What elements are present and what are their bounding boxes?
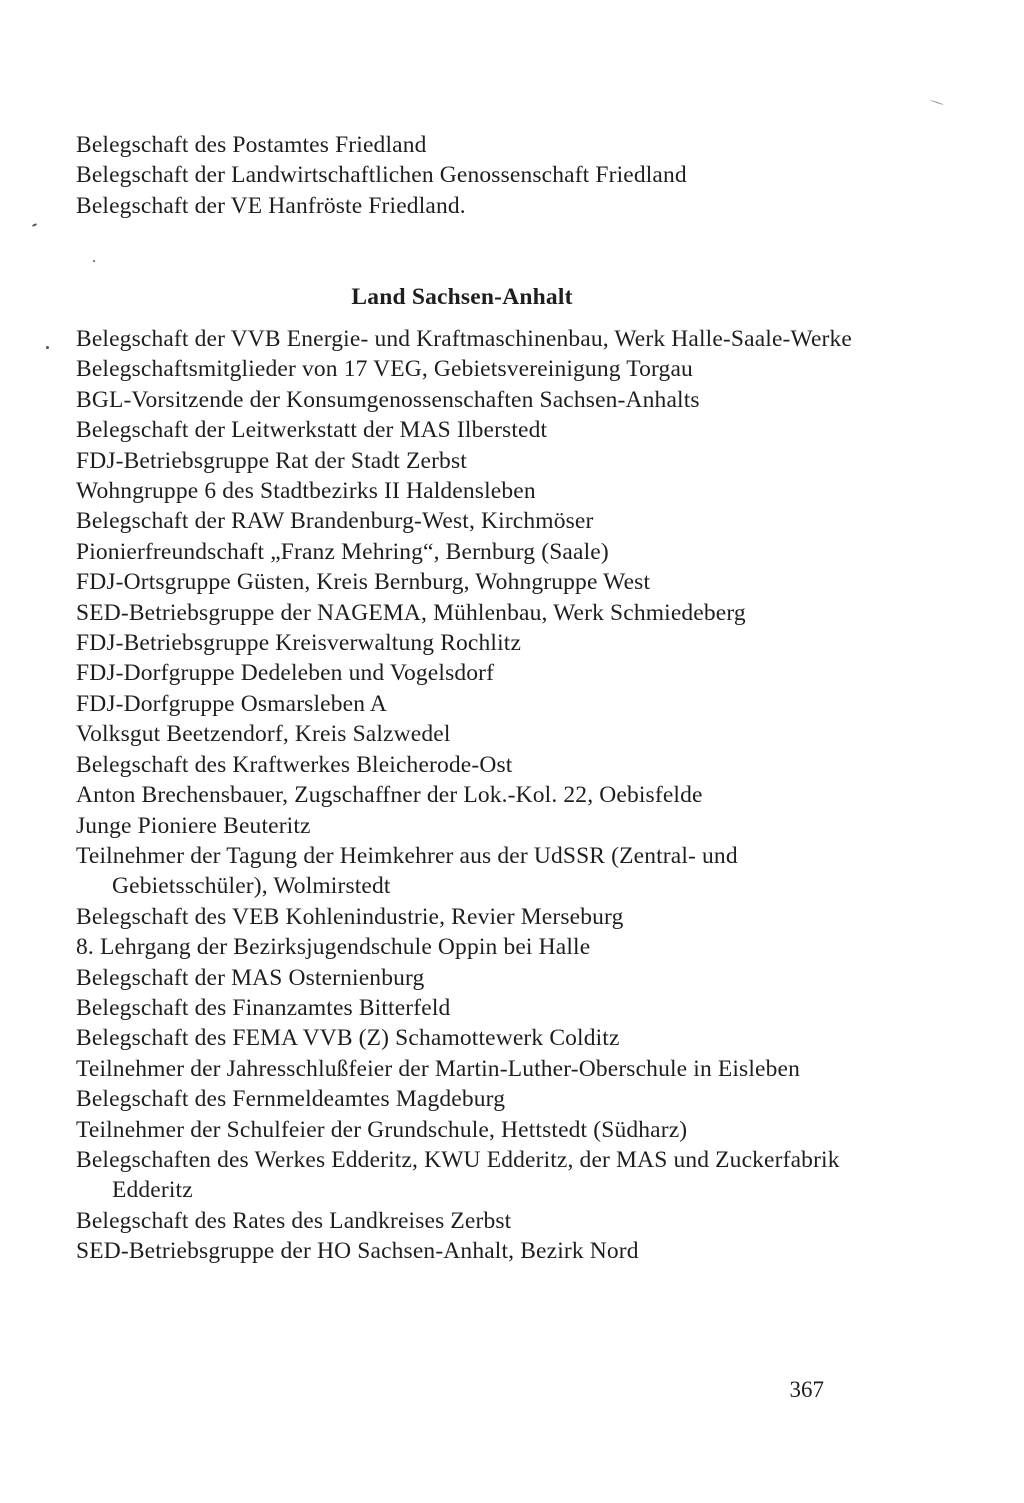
list-item: Anton Brechensbauer, Zugschaffner der Lok.-Kol. 22, Oebisfelde [76,782,703,809]
list-item: Belegschaft der MAS Osternienburg [76,964,425,991]
list-item: Belegschaft der RAW Brandenburg-West, Kirchmöser [76,508,594,535]
list-item: Belegschaft des Kraftwerkes Bleicherode-Ost [76,751,513,778]
scan-speck [93,260,95,262]
list-item: Belegschaft der VE Hanfröste Friedland. [76,192,466,219]
list-item: Junge Pioniere Beuteritz [76,812,311,839]
list-item: Pionierfreundschaft „Franz Mehring“, Bernburg (Saale) [76,538,609,565]
list-item: Belegschaftsmitglieder von 17 VEG, Gebietsvereinigung Torgau [76,356,693,383]
list-item: Belegschaft der Landwirtschaftlichen Genossenschaft Friedland [76,162,687,189]
list-item: Belegschaft des VEB Kohlenindustrie, Revier Merseburg [76,903,624,930]
list-item: Belegschaft der VVB Energie- und Kraftmaschinenbau, Werk Halle-Saale-Werke [76,326,852,352]
list-item: FDJ-Betriebsgruppe Kreisverwaltung Rochlitz [76,630,522,657]
list-item: SED-Betriebsgruppe der HO Sachsen-Anhalt, Bezirk Nord [76,1238,639,1265]
list-item: Belegschaft des Finanzamtes Bitterfeld [76,994,451,1021]
list-item: Teilnehmer der Schulfeier der Grundschule, Hettstedt (Südharz) [76,1116,688,1143]
list-item: FDJ-Dorfgruppe Dedeleben und Vogelsdorf [76,660,495,687]
list-item: Belegschaft des Rates des Landkreises Zerbst [76,1207,512,1234]
section-heading: Land Sachsen-Anhalt [351,284,573,310]
scan-speck [930,100,944,105]
list-item: FDJ-Ortsgruppe Güsten, Kreis Bernburg, Wohngruppe West [76,569,651,596]
list-item: Belegschaft des FEMA VVB (Z) Schamottewerk Colditz [76,1025,620,1052]
scan-speck [46,346,49,349]
list-item: Belegschaft der Leitwerkstatt der MAS Ilberstedt [76,417,548,444]
list-item: Belegschaften des Werkes Edderitz, KWU Edderitz, der MAS und Zuckerfabrik Edderitz [76,1146,840,1204]
list-item: BGL-Vorsitzende der Konsumgenossenschaften Sachsen-Anhalts [76,386,700,413]
list-item: 8. Lehrgang der Bezirksjugendschule Oppin bei Halle [76,934,591,961]
scan-speck [32,223,37,227]
list-item: Belegschaft des Postamtes Friedland [76,132,427,158]
list-item: Wohngruppe 6 des Stadtbezirks II Haldensleben [76,478,536,505]
page-number: 367 [789,1377,824,1402]
friedland-entry-list [76,130,876,221]
sachsen-anhalt-entry-list [76,324,876,1267]
list-item: Belegschaft des Fernmeldeamtes Magdeburg [76,1086,506,1113]
list-item: SED-Betriebsgruppe der NAGEMA, Mühlenbau, Werk Schmiedeberg [76,599,746,626]
list-item: FDJ-Betriebsgruppe Rat der Stadt Zerbst [76,447,467,474]
list-item: Teilnehmer der Tagung der Heimkehrer aus der UdSSR (Zentral- und Gebietsschüler), Wolmirstedt [76,842,738,900]
list-item: Teilnehmer der Jahresschlußfeier der Martin-Luther-Oberschule in Eisleben [76,1055,800,1082]
list-item: Volksgut Beetzendorf, Kreis Salzwedel [76,721,451,748]
list-item: FDJ-Dorfgruppe Osmarsleben A [76,690,387,717]
